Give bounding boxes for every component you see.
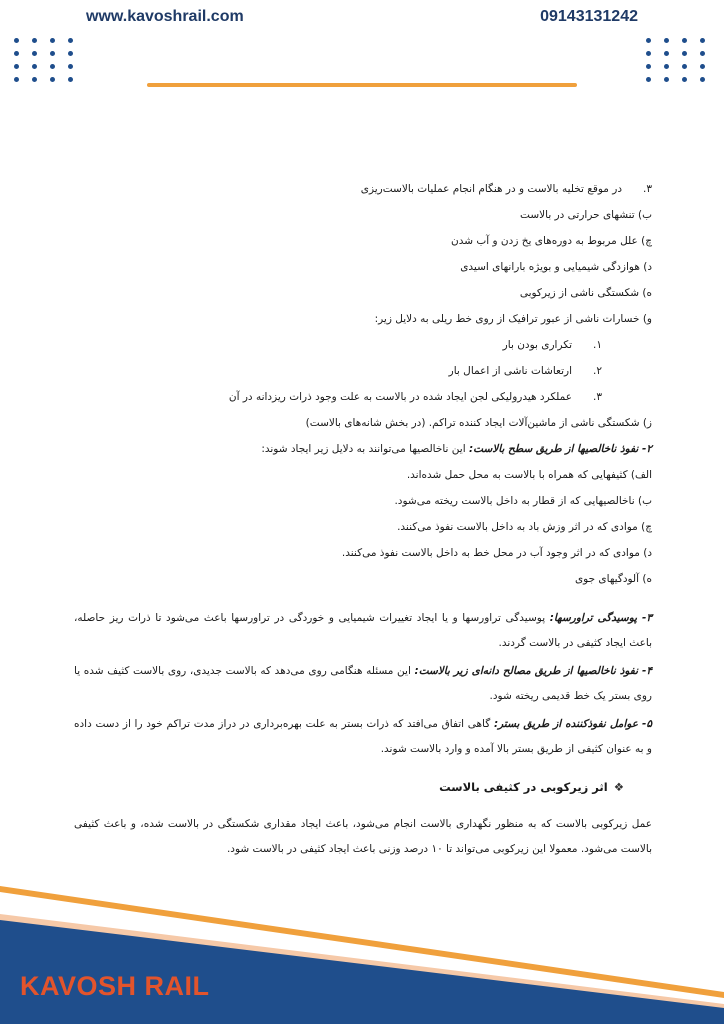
list-item: د) موادی که در اثر وجود آب در محل خط به داخل بالاست نفوذ می‌کنند.: [341, 547, 652, 559]
section-heading: [74, 774, 624, 800]
paragraph: [74, 712, 652, 762]
list-item: [74, 280, 652, 306]
brand-logo-text: KAVOSH RAIL: [20, 971, 210, 1001]
paragraph-heading: ۳- پوسیدگی تراورسها:: [549, 612, 652, 624]
phone-number: 09143131242: [540, 8, 638, 25]
paragraph-text: گاهی اتفاق می‌افتد که ذرات بستر به علت بهره‌برداری در دراز مدت تراکم خود را از دست داده و به عنوان کثیفی از طریق بستر بالا آمده و وارد بالاست شوند.: [74, 718, 652, 755]
list-number: ۳.: [593, 391, 602, 403]
list-top: [74, 176, 652, 436]
list-item: [74, 228, 652, 254]
paragraphs: [74, 606, 652, 762]
list-item-2: [74, 462, 652, 592]
list-item: [74, 254, 652, 280]
header-divider: [147, 83, 577, 87]
diamond-bullet-icon: ❖: [613, 780, 624, 794]
list-item: چ) موادی که در اثر وزش باد به داخل بالاست نفوذ می‌کنند.: [397, 521, 652, 533]
list-text: ز) شکستگی ناشی از ماشین‌آلات ایجاد کننده تراکم. (در بخش شانه‌های بالاست): [305, 417, 652, 429]
decorative-dots-right: [646, 38, 710, 82]
list-number: ۳.: [643, 183, 652, 195]
paragraph: [74, 606, 652, 656]
list-text: ه) شکستگی ناشی از زیرکوبی: [519, 287, 652, 299]
decorative-dots-left: [14, 38, 78, 82]
section-title: اثر زیرکوبی در کثیفی بالاست: [439, 780, 608, 794]
list-item: ب) ناخالصیهایی که از قطار به داخل بالاست ریخته می‌شود.: [394, 495, 652, 507]
footer-graphic: [0, 884, 724, 1024]
item-2-heading: ۲- نفوذ ناخالصیها از طریق سطح بالاست:: [468, 443, 652, 455]
document-body: [74, 176, 652, 865]
list-item: [74, 384, 652, 410]
paragraph: [74, 659, 652, 709]
list-text: ارتعاشات ناشی از اعمال بار: [448, 365, 572, 377]
list-item: [74, 358, 652, 384]
item-2-text: این ناخالصیها می‌توانند به دلایل زیر ایجاد شوند:: [261, 443, 469, 455]
list-text: عملکرد هیدرولیکی لجن ایجاد شده در بالاست به علت وجود ذرات ریزدانه در آن: [228, 391, 572, 403]
list-text: و) خسارات ناشی از عبور ترافیک از روی خط ریلی به دلایل زیر:: [374, 313, 652, 325]
list-item: ه) آلودگیهای جوی: [574, 573, 652, 585]
list-item: [74, 410, 652, 436]
list-text: ب) تنشهای حرارتی در بالاست: [520, 209, 652, 221]
paragraph-text: این مسئله هنگامی روی می‌دهد که بالاست جدیدی، روی بالاست کثیف شده یا روی بستر یک خط قدیمی ریخته شود.: [74, 665, 652, 702]
list-item: [74, 306, 652, 332]
list-item: [74, 176, 652, 202]
list-item: الف) کثیفهایی که همراه با بالاست به محل حمل شده‌اند.: [406, 469, 652, 481]
list-number: ۱.: [593, 339, 602, 351]
paragraph-heading: ۴- نفوذ ناخالصیها از طریق مصالح دانه‌ای زیر بالاست:: [414, 665, 652, 677]
paragraph-heading: ۵- عوامل نفوذکننده از طریق بستر:: [493, 718, 652, 730]
list-item: [74, 332, 652, 358]
list-number: ۲.: [593, 365, 602, 377]
list-text: در موقع تخلیه بالاست و در هنگام انجام عملیات بالاست‌ریزی: [360, 183, 622, 195]
section-body: عمل زیرکوبی بالاست که به منظور نگهداری بالاست انجام می‌شود، باعث ایجاد مقداری شکستگی در بالاست شده، و باعث کثیفی بالاست می‌شود. معمولا این زیرکوبی می‌تواند تا ۱۰ درصد وزنی باعث ایجاد کثیفی در بالاست شود.: [74, 818, 652, 855]
list-text: چ) علل مربوط به دوره‌های یخ زدن و آب شدن: [451, 235, 652, 247]
item-2-line: [74, 436, 652, 462]
list-text: تکراری بودن بار: [502, 339, 572, 351]
list-item: [74, 202, 652, 228]
list-text: د) هوازدگی شیمیایی و بویژه بارانهای اسیدی: [460, 261, 652, 273]
website-url[interactable]: www.kavoshrail.com: [86, 8, 244, 25]
paragraph-text: پوسیدگی تراورسها و یا ایجاد تغییرات شیمیایی و خوردگی در تراورسها باعث می‌شود تا ذرات ریز حاصله، باعث ایجاد کثیفی در بالاست گردند.: [74, 612, 652, 649]
